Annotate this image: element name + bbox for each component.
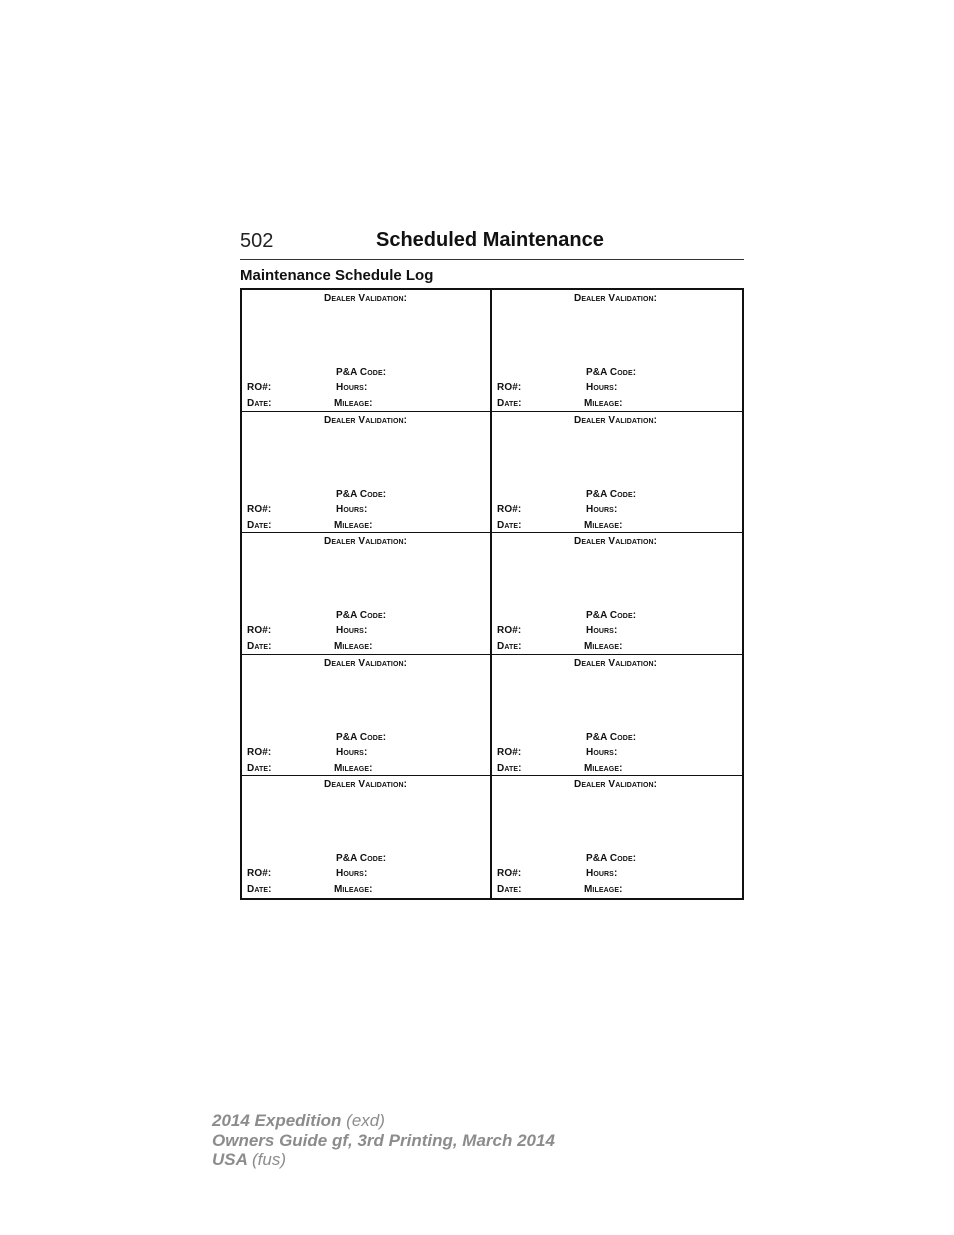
footer-model-code: (exd) bbox=[346, 1111, 385, 1130]
hours-label: Hours: bbox=[336, 625, 368, 637]
mileage-label: Mileage: bbox=[334, 641, 373, 653]
mileage-label: Mileage: bbox=[584, 762, 623, 774]
log-entry-cell bbox=[242, 533, 492, 655]
date-label: Date: bbox=[497, 762, 522, 774]
log-entry-cell bbox=[492, 290, 742, 412]
log-title: Maintenance Schedule Log bbox=[240, 267, 434, 284]
hours-label: Hours: bbox=[336, 503, 368, 515]
mileage-label: Mileage: bbox=[584, 519, 623, 531]
log-entry-cell bbox=[242, 290, 492, 412]
dealer-validation-label: Dealer Validation: bbox=[574, 414, 658, 426]
log-entry-cell bbox=[492, 412, 742, 534]
dealer-validation-label: Dealer Validation: bbox=[324, 779, 408, 791]
hours-label: Hours: bbox=[336, 382, 368, 393]
log-entry-cell bbox=[492, 655, 742, 777]
dealer-validation-label: Dealer Validation: bbox=[324, 657, 408, 669]
mileage-label: Mileage: bbox=[584, 884, 623, 896]
ro-number-label: RO#: bbox=[497, 746, 522, 758]
pa-code-label: P&A Code: bbox=[586, 367, 637, 378]
dealer-validation-label: Dealer Validation: bbox=[324, 414, 408, 426]
dealer-validation-label: Dealer Validation: bbox=[574, 779, 658, 791]
mileage-label: Mileage: bbox=[334, 398, 373, 409]
document-footer bbox=[212, 1111, 555, 1170]
dealer-validation-label: Dealer Validation: bbox=[324, 293, 408, 304]
ro-number-label: RO#: bbox=[247, 625, 272, 637]
date-label: Date: bbox=[247, 641, 272, 653]
dealer-validation-label: Dealer Validation: bbox=[574, 657, 658, 669]
date-label: Date: bbox=[497, 884, 522, 896]
ro-number-label: RO#: bbox=[497, 382, 522, 393]
log-entry-cell bbox=[492, 776, 742, 898]
page-header bbox=[240, 228, 744, 260]
maintenance-log-grid bbox=[240, 288, 744, 900]
date-label: Date: bbox=[247, 398, 272, 409]
page-number: 502 bbox=[240, 230, 274, 252]
pa-code-label: P&A Code: bbox=[336, 610, 387, 622]
hours-label: Hours: bbox=[586, 625, 618, 637]
pa-code-label: P&A Code: bbox=[586, 488, 637, 500]
pa-code-label: P&A Code: bbox=[586, 731, 637, 743]
pa-code-label: P&A Code: bbox=[586, 853, 637, 865]
date-label: Date: bbox=[497, 398, 522, 409]
hours-label: Hours: bbox=[586, 382, 618, 393]
ro-number-label: RO#: bbox=[497, 625, 522, 637]
pa-code-label: P&A Code: bbox=[336, 367, 387, 378]
ro-number-label: RO#: bbox=[247, 746, 272, 758]
pa-code-label: P&A Code: bbox=[336, 488, 387, 500]
dealer-validation-label: Dealer Validation: bbox=[324, 536, 408, 548]
ro-number-label: RO#: bbox=[247, 868, 272, 880]
mileage-label: Mileage: bbox=[584, 398, 623, 409]
hours-label: Hours: bbox=[336, 746, 368, 758]
date-label: Date: bbox=[247, 884, 272, 896]
footer-line-1 bbox=[212, 1111, 555, 1131]
footer-region: USA bbox=[212, 1150, 248, 1169]
mileage-label: Mileage: bbox=[584, 641, 623, 653]
date-label: Date: bbox=[247, 762, 272, 774]
log-entry-cell bbox=[242, 776, 492, 898]
pa-code-label: P&A Code: bbox=[586, 610, 637, 622]
hours-label: Hours: bbox=[586, 746, 618, 758]
hours-label: Hours: bbox=[586, 868, 618, 880]
section-title: Scheduled Maintenance bbox=[376, 229, 604, 251]
mileage-label: Mileage: bbox=[334, 762, 373, 774]
pa-code-label: P&A Code: bbox=[336, 853, 387, 865]
dealer-validation-label: Dealer Validation: bbox=[574, 536, 658, 548]
date-label: Date: bbox=[497, 519, 522, 531]
mileage-label: Mileage: bbox=[334, 519, 373, 531]
hours-label: Hours: bbox=[586, 503, 618, 515]
dealer-validation-label: Dealer Validation: bbox=[574, 293, 658, 304]
ro-number-label: RO#: bbox=[247, 503, 272, 515]
hours-label: Hours: bbox=[336, 868, 368, 880]
log-entry-cell bbox=[492, 533, 742, 655]
ro-number-label: RO#: bbox=[497, 868, 522, 880]
footer-line-2: Owners Guide gf, 3rd Printing, March 2014 bbox=[212, 1130, 555, 1150]
mileage-label: Mileage: bbox=[334, 884, 373, 896]
log-entry-cell bbox=[242, 412, 492, 534]
date-label: Date: bbox=[247, 519, 272, 531]
ro-number-label: RO#: bbox=[247, 382, 272, 393]
footer-line-3 bbox=[212, 1150, 555, 1170]
pa-code-label: P&A Code: bbox=[336, 731, 387, 743]
ro-number-label: RO#: bbox=[497, 503, 522, 515]
footer-region-code: (fus) bbox=[252, 1150, 286, 1169]
log-entry-cell bbox=[242, 655, 492, 777]
footer-model: 2014 Expedition bbox=[212, 1111, 342, 1130]
date-label: Date: bbox=[497, 641, 522, 653]
